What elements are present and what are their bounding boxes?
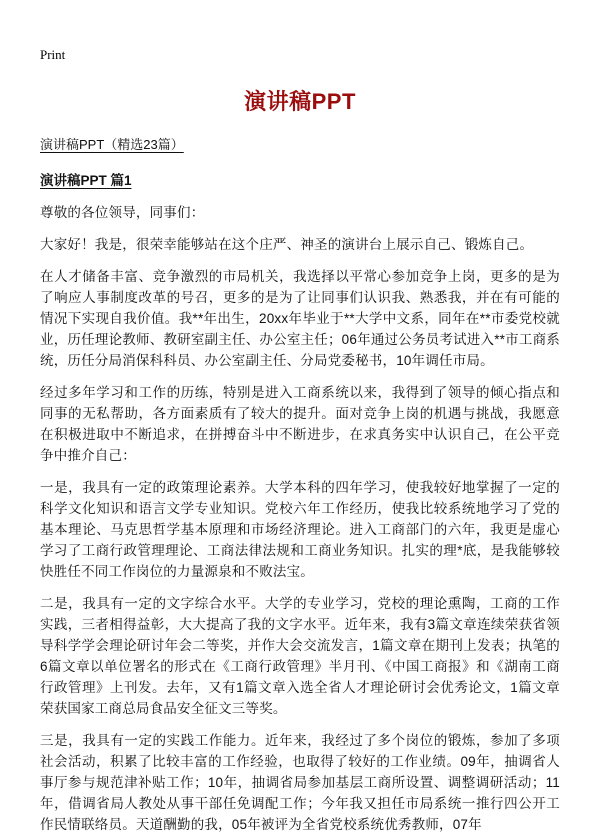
- paragraph: 三是，我具有一定的实践工作能力。近年来，我经过了多个岗位的锻炼，参加了多项社会活动，积累了比较丰富的工作经验，也取得了较好的工作业绩。09年，抽调省人事厅参与规范津补贴工作；10年，抽调省局参加基层工商所设置、调整调研活动；11年，借调省局人教处从事干部任免调配工作；今年我又担任市局系统一推行四公开工作民情联络员。天道酬勤的我，05年被评为全省党校系统优秀教师，07年: [40, 733, 560, 832]
- document-body: [40, 202, 560, 835]
- paragraph: 一是，我具有一定的政策理论素养。大学本科的四年学习，使我较好地掌握了一定的科学文化知识和语言文学专业知识。党校六年工作经历，使我比较系统地学习了党的基本理论、马克思哲学基本原理和市场经济理论。进入工商部门的六年，我更是虚心学习了工商行政管理理论、工商法律法规和工商业务知识。扎实的理*底，是我能够较快胜任不同工作岗位的力量源泉和不败法宝。: [40, 480, 560, 579]
- print-button[interactable]: Print: [40, 47, 66, 62]
- section-heading: 演讲稿PPT 篇1: [40, 173, 132, 188]
- document-subtitle: 演讲稿PPT（精选23篇）: [40, 137, 184, 152]
- paragraph: 在人才储备丰富、竞争激烈的市局机关，我选择以平常心参加竞争上岗，更多的是为了响应人事制度改革的号召，更多的是为了让同事们认识我、熟悉我，并在有可能的情况下实现自我价值。我**年出生，20xx年毕业于**大学中文系，同年在**市委党校就业，历任理论教师、教研室副主任、办公室主任；06年通过公务员考试进入**市工商系统，历任分局消保科科员、办公室副主任、分局党委秘书，10年调任市局。: [40, 269, 560, 368]
- paragraph: 尊敬的各位领导，同事们：: [40, 205, 205, 220]
- paragraph: 经过多年学习和工作的历练，特别是进入工商系统以来，我得到了领导的倾心指点和同事的无私帮助，各方面素质有了较大的提升。面对竞争上岗的机遇与挑战，我愿意在积极进取中不断追求，在拼搏奋斗中不断进步，在求真务实中认识自己，在公平竞争中推介自己：: [40, 385, 560, 463]
- document-title: 演讲稿PPT: [244, 89, 356, 114]
- paragraph: 大家好！我是，很荣幸能够站在这个庄严、神圣的演讲台上展示自己、锻炼自己。: [40, 237, 534, 252]
- paragraph: 二是，我具有一定的文字综合水平。大学的专业学习，党校的理论熏陶，工商的工作实践，三者相得益彰，大大提高了我的文字水平。近年来，我有3篇文章连续荣获省领导科学学会理论研讨年会二等奖，并作大会交流发言，1篇文章在期刊上发表；执笔的6篇文章以单位署名的形式在《工商行政管理》半月刊、《中国工商报》和《湖南工商行政管理》上刊发。去年，又有1篇文章入选全省人才理论研讨会优秀论文，1篇文章荣获国家工商总局食品安全征文三等奖。: [40, 596, 560, 716]
